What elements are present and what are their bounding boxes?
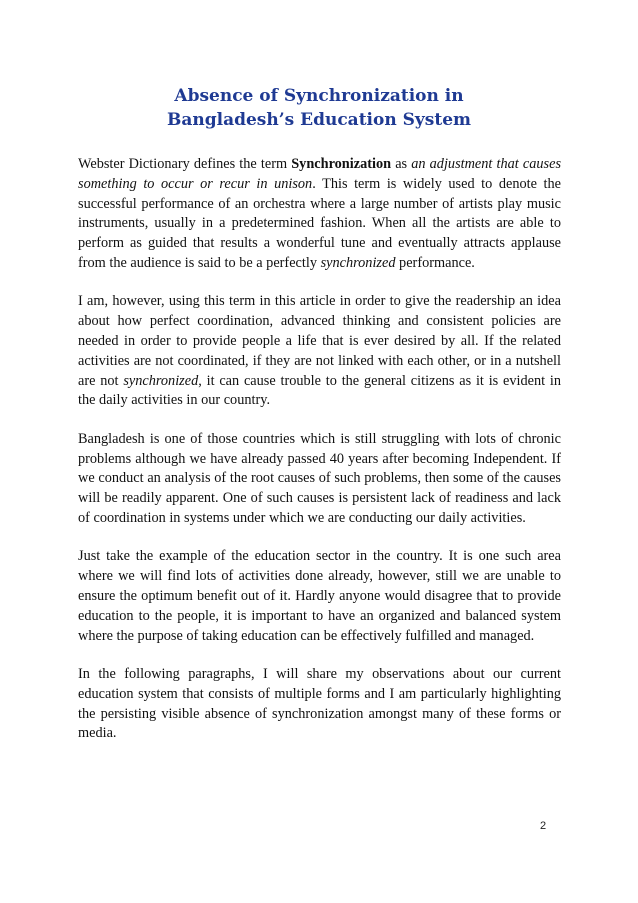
paragraph-2: [78, 292, 561, 411]
term-synchronization: Synchronization: [291, 156, 392, 172]
synchronized-italic-2: synchronized: [123, 372, 199, 389]
paragraph-1-text-g: performance.: [395, 254, 475, 271]
definition-italic: an adjustment that causes something to occur or recur in unison: [78, 156, 562, 192]
paragraph-3: Bangladesh is one of those countries which is still struggling with lots of chronic problems although we have already passed 40 years after becoming Independent. If we conduct an analysis of the root causes of such problems, then some of the causes will be readily apparent. One of such causes is persistent lack of readiness and lack of coordination in systems under which we are conducting our daily activities.: [78, 430, 561, 526]
synchronized-italic-1: synchronized: [320, 254, 396, 271]
title-line-2: Bangladesh’s Education System: [166, 110, 472, 130]
paragraph-5: In the following paragraphs, I will share my observations about our current education system that consists of multiple forms and I am particularly highlighting the persisting visible absence of synchronization amongst many of these forms or media.: [78, 665, 561, 742]
paragraph-1-text-e: . This term is widely used to denote the successful performance of an orchestra where a large number of artists play music instruments, usually in a predetermined fashion. When all the artists are able to perform as guided that results a wonderful tune and eventually attracts applause from the audience is said to be a perfectly: [78, 175, 561, 271]
document-body: [78, 155, 561, 763]
paragraph-2-text-c: , it can cause trouble to the general citizens as it is evident in the daily activities in our country.: [78, 372, 562, 409]
paragraph-2-text-a: I am, however, using this term in this article in order to give the readership an idea about how perfect coordination, advanced thinking and consistent policies are needed in order to provide people a life that is ever desired by all. If the related activities are not coordinated, if they are not linked with each other, or in a nutshell are not: [78, 293, 561, 389]
page-number: 2: [540, 820, 547, 832]
title-line-1: Absence of Synchronization in: [174, 86, 464, 106]
paragraph-4: Just take the example of the education sector in the country. It is one such area where we will find lots of activities done already, however, still we are unable to ensure the optimum benefit out of it. Hardly anyone would disagree that to provide education to the people, it is important to have an organized and balanced system where the purpose of taking education can be effectively fulfilled and managed.: [78, 548, 561, 644]
document-title: [80, 84, 558, 132]
paragraph-1-text-a: Webster Dictionary defines the term: [78, 156, 292, 172]
paragraph-1-text-c: as: [391, 156, 412, 172]
paragraph-1: [78, 155, 561, 274]
